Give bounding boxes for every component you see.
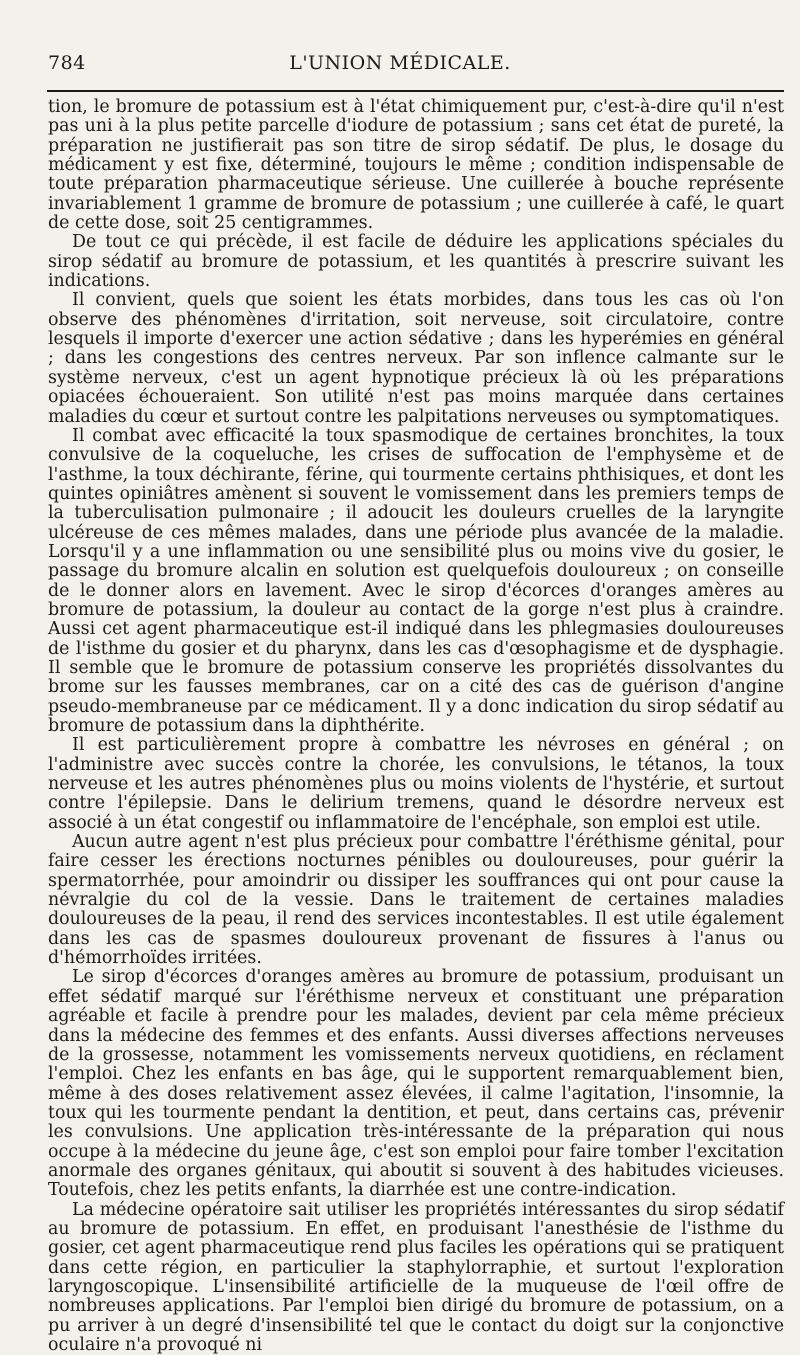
page-number: 784 [48, 52, 86, 74]
paragraph: La médecine opératoire sait utiliser les propriétés intéressantes du sirop sédatif au bromure de potassium. En effet, en produisant l'anesthésie de l'isthme du gosier, cet agent pharmaceutique rend plus faciles les opérations qui se pratiquent dans cette région, en particulier la staphylorraphie, et surtout l'exploration laryngoscopique. L'insensibilité artificielle de la muqueuse de l'œil offre de nombreuses applications. Par l'emploi bien dirigé du bromure de potassium, on a pu arriver à un degré d'insensibilité tel que le contact du doigt sur la conjonctive oculaire n'a provoqué ni [48, 1199, 784, 1355]
paragraph: Le sirop d'écorces d'oranges amères au bromure de potassium, produisant un effet sédatif marqué sur l'éréthisme nerveux et constituant une préparation agréable et facile à prendre pour les malades, devient par cela même précieux dans la médecine des femmes et des enfants. Aussi diverses affections nerveuses de la grossesse, notamment les vomissements nerveux quotidiens, en réclament l'emploi. Chez les enfants en bas âge, qui le supportent remarquablement bien, même à des doses relativement assez élevées, il calme l'agitation, l'insomnie, la toux qui les tourmente pendant la dentition, et peut, dans certains cas, prévenir les convulsions. Une application très-intéressante de la préparation qui nous occupe à la médecine du jeune âge, c'est son emploi pour faire tomber l'excitation anormale des organes génitaux, qui aboutit si souvent à des habitudes vicieuses. Toutefois, chez les petits enfants, la diarrhée est une contre-indication. [48, 967, 784, 1201]
paragraph: Il combat avec efficacité la toux spasmodique de certaines bronchites, la toux convulsive de la coqueluche, les crises de suffocation de l'emphysème et de l'asthme, la toux déchirante, férine, qui tourmente certains phthisiques, et dont les quintes opiniâtres amènent si souvent le vomissement dans les premiers temps de la tuberculisation pulmonaire ; il adoucit les douleurs cruelles de la laryngite ulcéreuse de ces mêmes malades, dans une période plus avancée de la maladie. Lorsqu'il y a une inflammation ou une sensibilité plus ou moins vive du gosier, le passage du bromure alcalin en solution est quelquefois douloureux ; on conseille de le donner alors en lavement. Avec le sirop d'écorces d'oranges amères au bromure de potassium, la douleur au contact de la gorge n'est plus à craindre. Aussi cet agent pharmaceutique est-il indiqué dans les phlegmasies douloureuses de l'isthme du gosier et du pharynx, dans les cas d'œsophagisme et de dysphagie. Il semble que le bromure de potassium conserve les propriétés dissolvantes du brome sur les fausses membranes, car on a cité des cas de guérison d'angine pseudo-membraneuse par ce médicament. Il y a donc indication du sirop sédatif au bromure de potassium dans la diphthérite. [48, 425, 784, 736]
paragraph: De tout ce qui précède, il est facile de déduire les applications spéciales du sirop sédatif au bromure de potassium, et les quantités à prescrire suivant les indications. [48, 232, 784, 292]
header-rule [47, 90, 784, 92]
paragraph: Il convient, quels que soient les états morbides, dans tous les cas où l'on observe des phénomènes d'irritation, soit nerveuse, soit circulatoire, contre lesquels il importe d'exercer une action sédative ; dans les hyperémies en général ; dans les congestions des centres nerveux. Par son inflence calmante sur le système nerveux, c'est un agent hypnotique précieux là où les préparations opiacées échoueraient. Son utilité n'est pas moins marquée dans certaines maladies du cœur et surtout contre les palpitations nerveuses ou symptomatiques. [48, 290, 784, 427]
body-text [48, 98, 784, 1355]
paragraph: Il est particulièrement propre à combattre les névroses en général ; on l'administre avec succès contre la chorée, les convulsions, le tétanos, la toux nerveuse et les autres phénomènes plus ou moins violents de l'hystérie, et surtout contre l'épilepsie. Dans le delirium tremens, quand le désordre nerveux est associé à un état congestif ou inflammatoire de l'encéphale, son emploi est utile. [48, 735, 784, 833]
running-title: L'UNION MÉDICALE. [289, 52, 511, 74]
paragraph: Aucun autre agent n'est plus précieux pour combattre l'éréthisme génital, pour faire cesser les érections nocturnes pénibles ou douloureuses, pour guérir la spermatorrhée, pour amoindrir ou dissiper les souffrances qui ont pour cause la névralgie du col de la vessie. Dans le traitement de certaines maladies douloureuses de la peau, il rend des services incontestables. Il est utile également dans les cas de spasmes douloureux provenant de fissures à l'anus ou d'hémorrhoïdes irritées. [48, 832, 784, 969]
paragraph: tion, le bromure de potassium est à l'état chimiquement pur, c'est-à-dire qu'il n'est pas uni à la plus petite parcelle d'iodure de potassium ; sans cet état de pureté, la préparation ne justifierait pas son titre de sirop sédatif. De plus, le dosage du médicament y est fixe, déterminé, toujours le même ; condition indispensable de toute préparation pharmaceutique sérieuse. Une cuillerée à bouche représente invariablement 1 gramme de bromure de potassium ; une cuillerée à café, le quart de cette dose, soit 25 centigrammes. [48, 97, 784, 234]
page-header [30, 52, 770, 82]
